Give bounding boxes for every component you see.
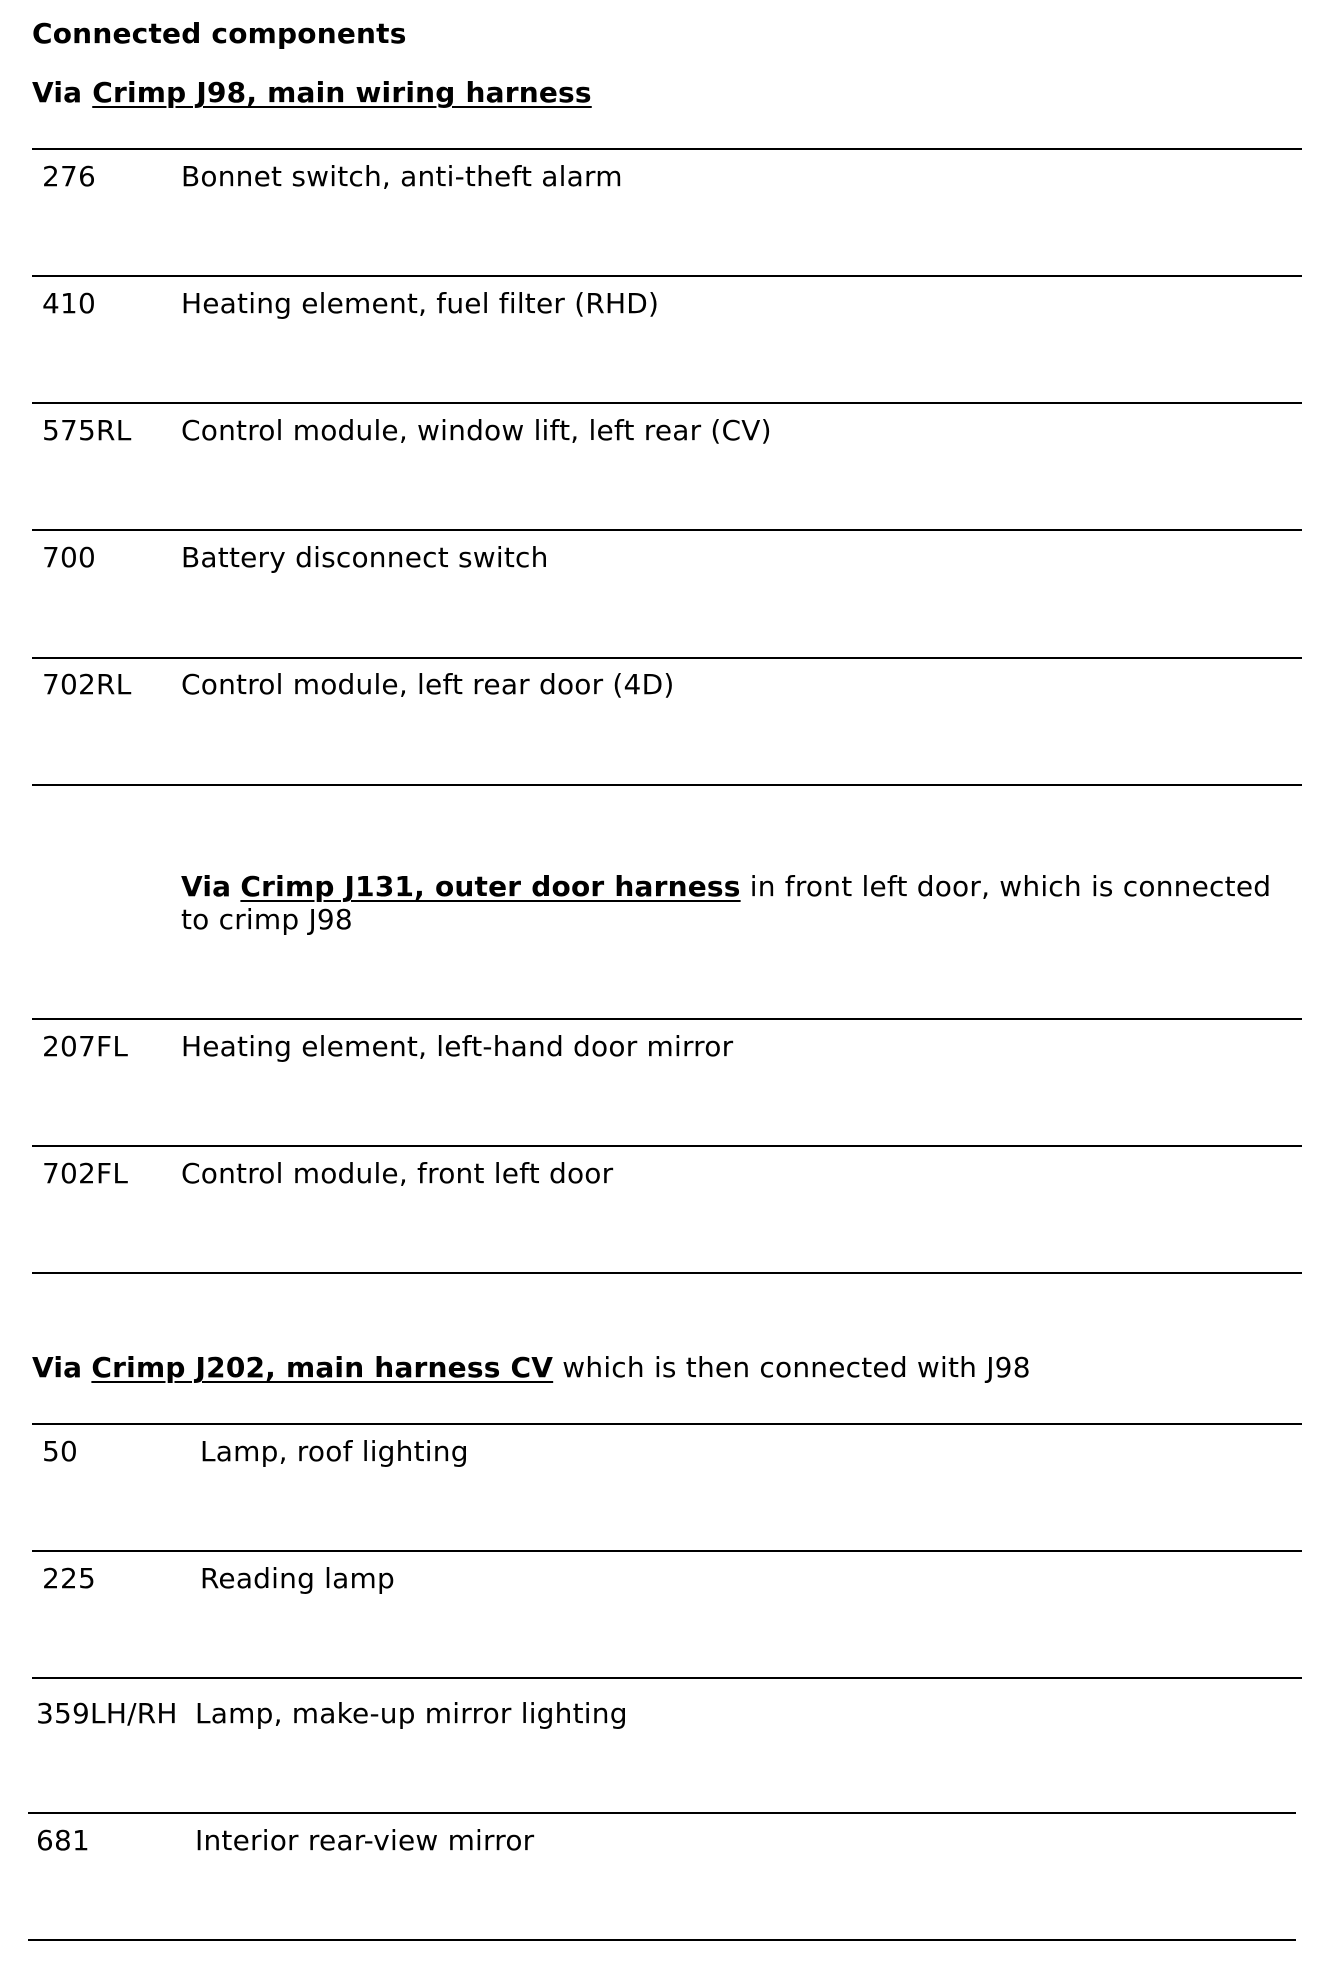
component-description: Control module, left rear door (4D) <box>181 668 675 701</box>
section1-heading <box>32 76 592 109</box>
divider <box>32 784 1302 786</box>
section1-prefix: Via <box>32 76 83 109</box>
section2-prefix: Via <box>181 870 232 903</box>
section3-heading <box>32 1351 1031 1384</box>
component-description: Control module, front left door <box>181 1157 614 1190</box>
component-description: Reading lamp <box>200 1562 395 1595</box>
component-description: Control module, window lift, left rear (CV) <box>181 414 772 447</box>
component-description: Battery disconnect switch <box>181 541 549 574</box>
divider <box>32 529 1302 531</box>
divider <box>32 657 1302 659</box>
divider <box>32 1145 1302 1147</box>
component-description: Lamp, roof lighting <box>200 1435 469 1468</box>
page-title: Connected components <box>32 17 407 50</box>
component-code: 700 <box>42 541 97 574</box>
divider <box>28 1812 1296 1814</box>
component-description: Interior rear-view mirror <box>195 1824 535 1857</box>
section2-suffix: in front left door, which is connected <box>740 870 1272 903</box>
component-code: 207FL <box>42 1030 129 1063</box>
divider <box>32 1272 1302 1274</box>
section2-heading-line1 <box>181 870 1272 903</box>
section2-heading-line2: to crimp J98 <box>181 903 353 936</box>
divider <box>32 1423 1302 1425</box>
component-code: 681 <box>36 1824 91 1857</box>
component-code: 410 <box>42 287 97 320</box>
divider <box>28 1939 1296 1941</box>
divider <box>32 1018 1302 1020</box>
component-code: 575RL <box>42 414 132 447</box>
component-code: 276 <box>42 160 97 193</box>
divider <box>32 1550 1302 1552</box>
divider <box>32 1677 1302 1679</box>
component-description: Heating element, fuel filter (RHD) <box>181 287 660 320</box>
component-code: 702FL <box>42 1157 129 1190</box>
divider <box>32 148 1302 150</box>
divider <box>32 275 1302 277</box>
section3-prefix: Via <box>32 1351 83 1384</box>
component-description: Heating element, left-hand door mirror <box>181 1030 734 1063</box>
section3-suffix: which is then connected with J98 <box>553 1351 1031 1384</box>
component-description: Bonnet switch, anti-theft alarm <box>181 160 623 193</box>
section2-link[interactable]: Crimp J131, outer door harness <box>240 870 741 903</box>
section3-link[interactable]: Crimp J202, main harness CV <box>91 1351 554 1384</box>
component-code: 50 <box>42 1435 79 1468</box>
section1-link[interactable]: Crimp J98, main wiring harness <box>92 76 592 109</box>
component-description: Lamp, make-up mirror lighting <box>195 1697 628 1730</box>
divider <box>32 402 1302 404</box>
component-code: 702RL <box>42 668 132 701</box>
component-code: 225 <box>42 1562 97 1595</box>
component-code: 359LH/RH <box>36 1697 178 1730</box>
